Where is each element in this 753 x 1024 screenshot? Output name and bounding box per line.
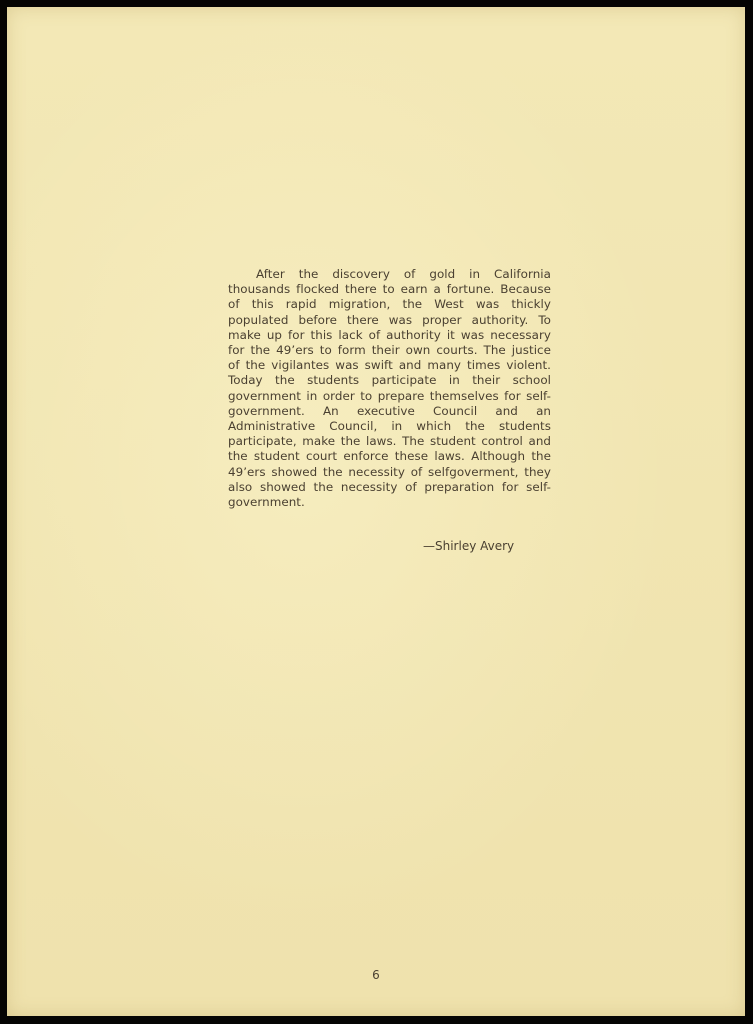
author-signature: —Shirley Avery [423,539,515,553]
document-page [7,7,745,1016]
page-number: 6 [372,968,380,982]
body-paragraph: After the discovery of gold in California thousands flocked there to earn a fortune. Because of this rapid migration, the West was thickly populated before there was proper authority. To make up for this lack of authority it was necessary for the 49’ers to form their own courts. The justice of the vigilantes was swift and many times violent. Today the students participate in their school government in order to prepare themselves for self-government. An executive Council and an Administrative Council, in which the students participate, make the laws. The student control and the student court enforce these laws. Although the 49’ers showed the necessity of selfgoverment, they also showed the necessity of preparation for self-government. [228,267,551,510]
